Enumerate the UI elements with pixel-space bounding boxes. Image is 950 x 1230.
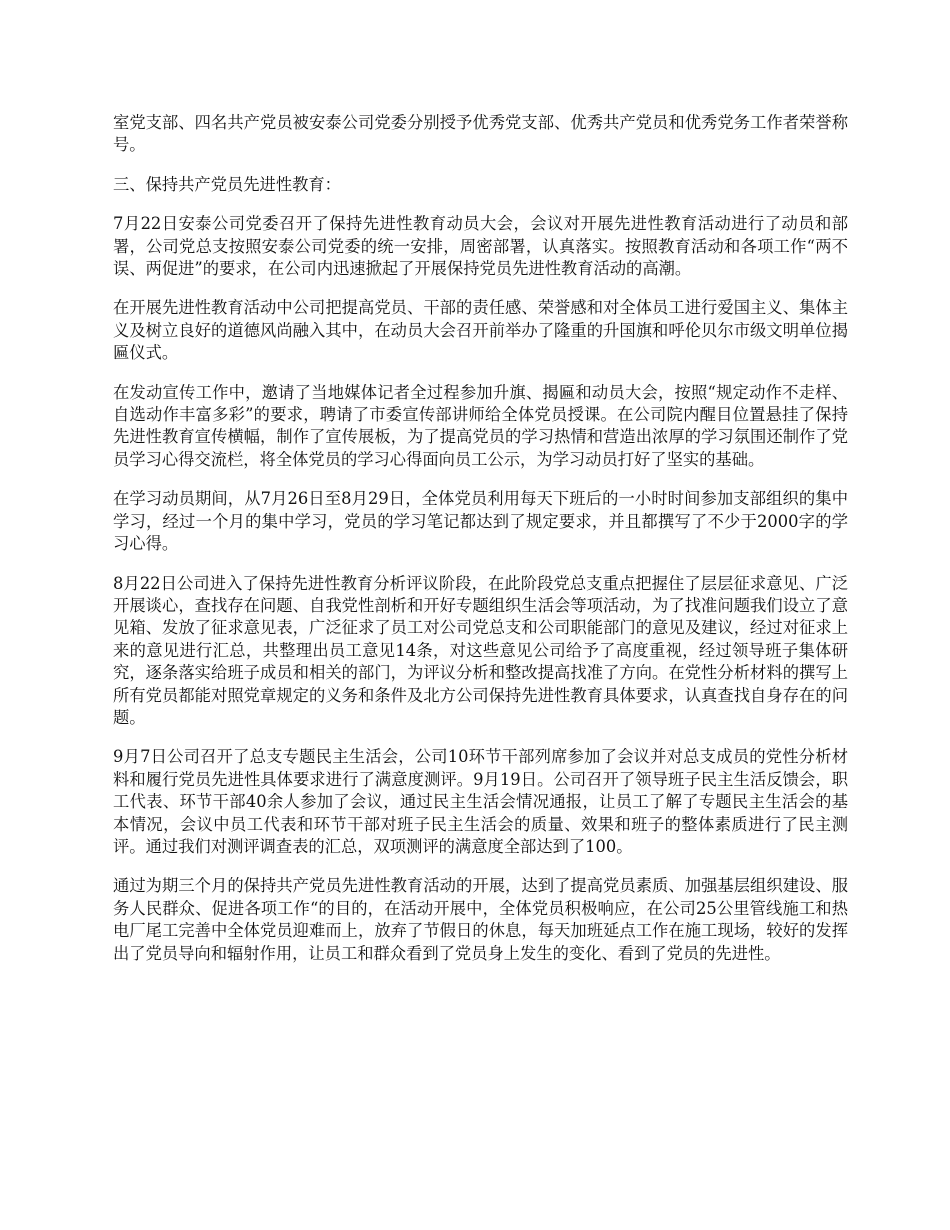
paragraph-publicity-work: 在发动宣传工作中，邀请了当地媒体记者全过程参加升旗、揭匾和动员大会，按照“规定动作不走样、自选动作丰富多彩”的要求，聘请了市委宣传部讲师给全体党员授课。在公司院内醒目位置悬挂了保持先进性教育宣传横幅，制作了宣传展板，为了提高党员的学习热情和营造出浓厚的学习氛围还制作了党员学习心得交流栏，将全体党员的学习心得面向员工公示，为学习动员打好了坚实的基础。 <box>113 382 848 469</box>
section-heading-advanced-education: 三、保持共产党员先进性教育： <box>113 174 341 194</box>
paragraph-democratic-life-meeting: 9月7日公司召开了总支专题民主生活会，公司10环节干部列席参加了会议并对总支成员的党性分析材料和履行党员先进性具体要求进行了满意度测评。9月19日。公司召开了领导班子民主生活反馈会，职工代表、环节干部40余人参加了会议，通过民主生活会情况通报，让员工了解了专题民主生活会的基本情况，会议中员工代表和环节干部对班子民主生活会的质量、效果和班子的整体素质进行了民主测评。通过我们对测评调查表的汇总，双项测评的满意度全部达到了100。 <box>113 747 848 856</box>
paragraph-patriotic-education: 在开展先进性教育活动中公司把提高党员、干部的责任感、荣誉感和对全体员工进行爱国主义、集体主义及树立良好的道德风尚融入其中，在动员大会召开前举办了隆重的升国旗和呼伦贝尔市级文明单位揭匾仪式。 <box>113 298 848 363</box>
paragraph-mobilization-meeting: 7月22日安泰公司党委召开了保持先进性教育动员大会，会议对开展先进性教育活动进行了动员和部署，公司党总支按照安泰公司党委的统一安排，周密部署，认真落实。按照教育活动和各项工作“两不误、两促进”的要求，在公司内迅速掀起了开展保持党员先进性教育活动的高潮。 <box>113 214 848 279</box>
document-body <box>113 112 848 982</box>
paragraph-analysis-stage: 8月22日公司进入了保持先进性教育分析评议阶段，在此阶段党总支重点把握住了层层征求意见、广泛开展谈心，查找存在问题、自我党性剖析和开好专题组织生活会等项活动，为了找准问题我们设立了意见箱、发放了征求意见表，广泛征求了员工对公司党总支和公司职能部门的意见及建议，经过对征求上来的意见进行汇总，共整理出员工意见14条，对这些意见公司给予了高度重视，经过领导班子集体研究，逐条落实给班子成员和相关的部门，为评议分析和整改提高找准了方向。在党性分析材料的撰写上所有党员都能对照党章规定的义务和条件及北方公司保持先进性教育具体要求，认真查找自身存在的问题。 <box>113 573 848 727</box>
paragraph-study-period: 在学习动员期间，从7月26日至8月29日，全体党员利用每天下班后的一小时时间参加支部组织的集中学习，经过一个月的集中学习，党员的学习笔记都达到了规定要求，并且都撰写了不少于2000字的学习心得。 <box>113 489 848 554</box>
paragraph-summary: 通过为期三个月的保持共产党员先进性教育活动的开展，达到了提高党员素质、加强基层组织建设、服务人民群众、促进各项工作“的目的，在活动开展中，全体党员积极响应，在公司25公里管线施工和热电厂尾工完善中全体党员迎难而上，放弃了节假日的休息，每天加班延点工作在施工现场，较好的发挥出了党员导向和辐射作用，让员工和群众看到了党员身上发生的变化、看到了党员的先进性。 <box>113 876 848 963</box>
paragraph-award-continuation: 室党支部、四名共产党员被安泰公司党委分别授予优秀党支部、优秀共产党员和优秀党务工作者荣誉称号。 <box>113 113 848 155</box>
